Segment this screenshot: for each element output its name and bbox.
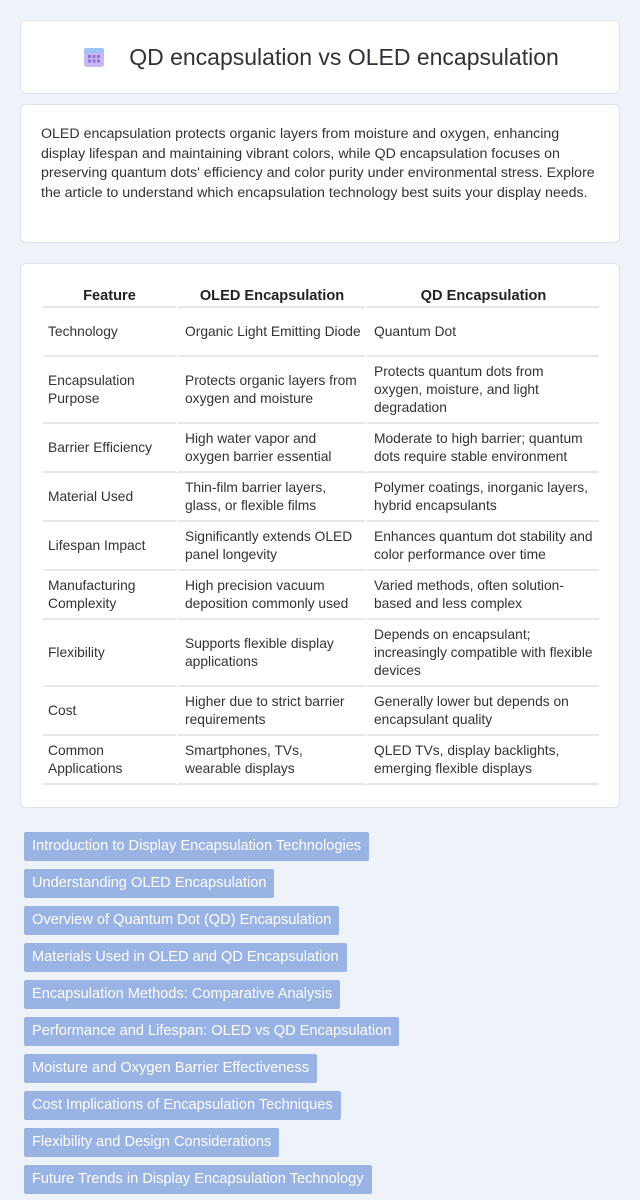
cell-feature: Manufacturing Complexity — [43, 571, 176, 620]
cell-qd: Protects quantum dots from oxygen, moisture, and light degradation — [365, 357, 599, 424]
cell-oled: Organic Light Emitting Diode — [176, 308, 365, 357]
cell-qd: Generally lower but depends on encapsulant quality — [365, 687, 599, 736]
cell-feature: Flexibility — [43, 620, 176, 687]
cell-feature: Common Applications — [43, 736, 176, 785]
cell-oled: Significantly extends OLED panel longevity — [176, 522, 365, 571]
table-header-row — [43, 284, 599, 308]
cell-oled: Supports flexible display applications — [176, 620, 365, 687]
toc-link[interactable]: Introduction to Display Encapsulation Technologies — [24, 832, 369, 861]
cell-oled: Thin-film barrier layers, glass, or flexible films — [176, 473, 365, 522]
page-title: QD encapsulation vs OLED encapsulation — [129, 43, 559, 70]
cell-feature: Barrier Efficiency — [43, 424, 176, 473]
cell-oled: Protects organic layers from oxygen and moisture — [176, 357, 365, 424]
cell-oled: Higher due to strict barrier requirements — [176, 687, 365, 736]
title-card — [20, 20, 620, 94]
cell-qd: Quantum Dot — [365, 308, 599, 357]
cell-feature: Material Used — [43, 473, 176, 522]
cell-qd: QLED TVs, display backlights, emerging flexible displays — [365, 736, 599, 785]
toc-link[interactable]: Flexibility and Design Considerations — [24, 1128, 279, 1157]
intro-text: OLED encapsulation protects organic layers from moisture and oxygen, enhancing display lifespan and maintaining vibrant colors, while QD encapsulation focuses on preserving quantum dots' efficiency and color purity under environmental stress. Explore the article to understand which encapsulation technology best suits your display needs. — [41, 126, 595, 201]
cell-qd: Enhances quantum dot stability and color performance over time — [365, 522, 599, 571]
table-row — [43, 424, 599, 473]
toc-link[interactable]: Encapsulation Methods: Comparative Analysis — [24, 980, 340, 1009]
cell-oled: Smartphones, TVs, wearable displays — [176, 736, 365, 785]
cell-feature: Lifespan Impact — [43, 522, 176, 571]
intro-card — [20, 104, 620, 243]
toc-link[interactable]: Performance and Lifespan: OLED vs QD Encapsulation — [24, 1017, 399, 1046]
cell-qd: Varied methods, often solution-based and less complex — [365, 571, 599, 620]
cell-oled: High precision vacuum deposition commonly used — [176, 571, 365, 620]
table-row — [43, 522, 599, 571]
toc-link[interactable]: Cost Implications of Encapsulation Techniques — [24, 1091, 341, 1120]
table-row — [43, 736, 599, 785]
toc-link[interactable]: Understanding OLED Encapsulation — [24, 869, 274, 898]
table-row — [43, 473, 599, 522]
cell-oled: High water vapor and oxygen barrier essential — [176, 424, 365, 473]
cell-feature: Cost — [43, 687, 176, 736]
table-row — [43, 687, 599, 736]
table-row — [43, 571, 599, 620]
header-oled: OLED Encapsulation — [176, 284, 365, 308]
table-row — [43, 308, 599, 357]
toc-link[interactable]: Future Trends in Display Encapsulation Technology — [24, 1165, 372, 1194]
cell-qd: Polymer coatings, inorganic layers, hybrid encapsulants — [365, 473, 599, 522]
comparison-table — [43, 284, 599, 785]
cell-qd: Depends on encapsulant; increasingly compatible with flexible devices — [365, 620, 599, 687]
header-feature: Feature — [43, 284, 176, 308]
toc-link[interactable]: Overview of Quantum Dot (QD) Encapsulation — [24, 906, 339, 935]
comparison-card — [20, 263, 620, 808]
header-qd: QD Encapsulation — [365, 284, 599, 308]
toc-link[interactable]: Materials Used in OLED and QD Encapsulation — [24, 943, 347, 972]
toc-link[interactable]: Moisture and Oxygen Barrier Effectiveness — [24, 1054, 317, 1083]
table-row — [43, 620, 599, 687]
cell-feature: Encapsulation Purpose — [43, 357, 176, 424]
cell-feature: Technology — [43, 308, 176, 357]
calendar-grid-icon — [81, 44, 107, 70]
cell-qd: Moderate to high barrier; quantum dots require stable environment — [365, 424, 599, 473]
table-row — [43, 357, 599, 424]
